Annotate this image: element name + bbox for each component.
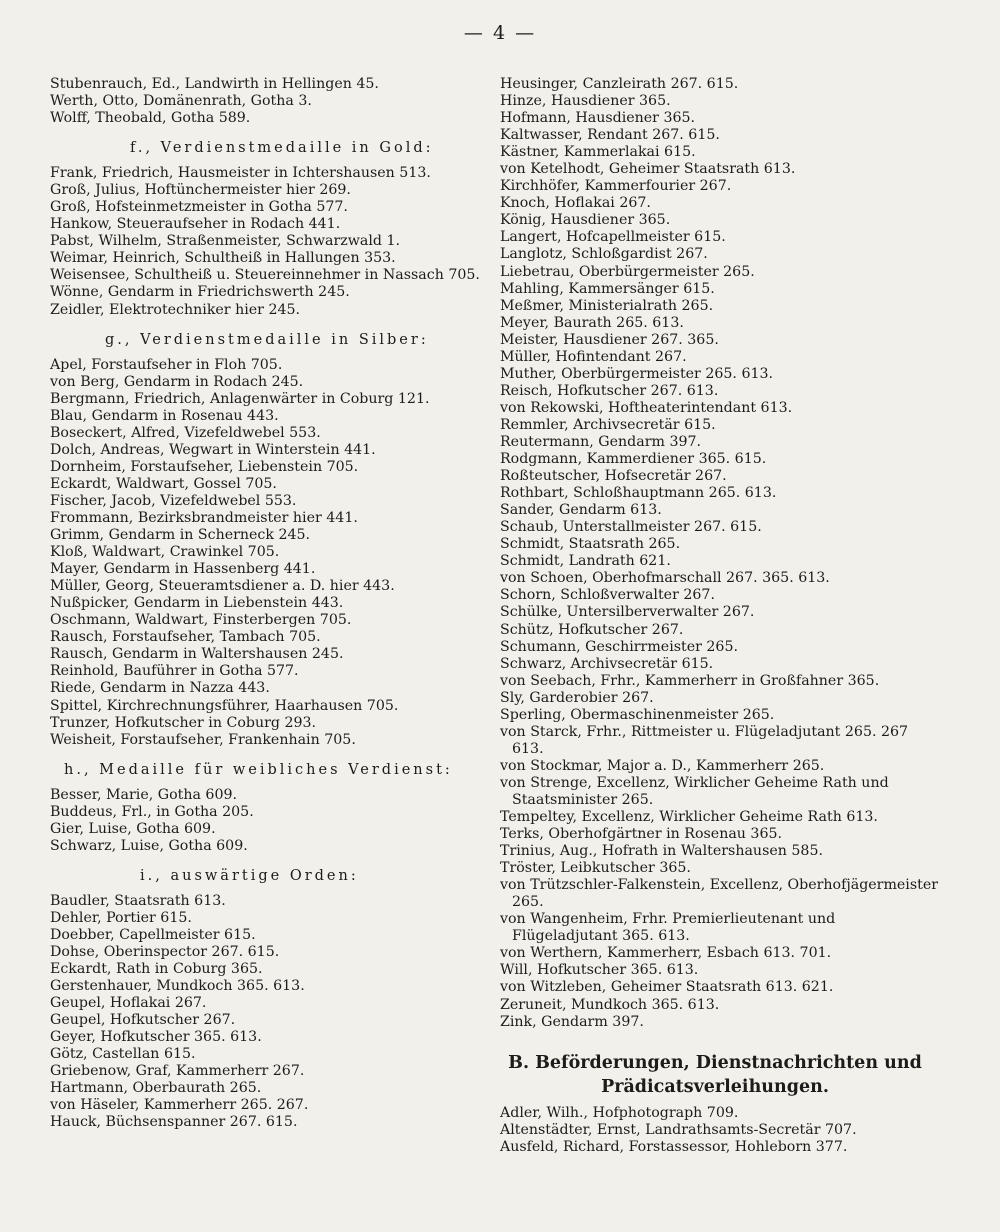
list-item: Meister, Hausdiener 267. 365. xyxy=(500,331,719,348)
list-item: Riede, Gendarm in Nazza 443. xyxy=(50,680,270,697)
list-item: Mahling, Kammersänger 615. xyxy=(500,280,715,297)
list-item: Geyer, Hofkutscher 365. 613. xyxy=(50,1029,262,1046)
list-item: Schumann, Geschirrmeister 265. xyxy=(500,638,738,655)
list-item: Sly, Garderobier 267. xyxy=(500,689,654,706)
list-item: von Schoen, Oberhofmarschall 267. 365. 613. xyxy=(500,570,830,587)
list-item: Kloß, Waldwart, Crawinkel 705. xyxy=(50,544,280,561)
list-item: Zeruneit, Mundkoch 365. 613. xyxy=(500,996,720,1013)
section-f-list xyxy=(50,165,490,318)
list-item: Kästner, Kammerlakai 615. xyxy=(500,144,696,161)
orders-continuation-list xyxy=(500,76,940,1031)
list-item: von Rekowski, Hoftheaterintendant 613. xyxy=(500,399,793,416)
list-item: Muther, Oberbürgermeister 265. 613. xyxy=(500,365,774,382)
list-item: von Starck, Frhr., Rittmeister u. Flügeladjutant 265. 267 613. xyxy=(500,723,909,757)
section-b-list xyxy=(500,1105,940,1156)
section-h-list xyxy=(50,787,490,855)
list-item: von Wangenheim, Frhr. Premierlieutenant und Flügeladjutant 365. 613. xyxy=(500,911,836,945)
list-item: Schwarz, Luise, Gotha 609. xyxy=(50,837,248,854)
section-g-list xyxy=(50,357,490,749)
list-item: Reisch, Hofkutscher 267. 613. xyxy=(500,382,719,399)
list-item: Langert, Hofcapellmeister 615. xyxy=(500,229,726,246)
list-item: von Berg, Gendarm in Rodach 245. xyxy=(50,373,304,390)
list-item: Adler, Wilh., Hofphotograph 709. xyxy=(500,1104,739,1121)
list-item: Apel, Forstaufseher in Floh 705. xyxy=(50,356,283,373)
section-heading-i: i., auswärtige Orden: xyxy=(140,867,359,884)
list-item: Eckardt, Rath in Coburg 365. xyxy=(50,961,263,978)
list-item: Gier, Luise, Gotha 609. xyxy=(50,820,216,837)
list-item: Kirchhöfer, Kammerfourier 267. xyxy=(500,178,732,195)
list-item: Weisheit, Forstaufseher, Frankenhain 705. xyxy=(50,731,356,748)
list-item: Dohse, Oberinspector 267. 615. xyxy=(50,943,280,960)
list-item: Tröster, Leibkutscher 365. xyxy=(500,860,691,877)
list-item: Rausch, Forstaufseher, Tambach 705. xyxy=(50,629,321,646)
section-heading-h: h., Medaille für weibliches Verdienst: xyxy=(64,761,453,778)
list-item: Groß, Hofsteinmetzmeister in Gotha 577. xyxy=(50,199,348,216)
list-item: Terks, Oberhofgärtner in Rosenau 365. xyxy=(500,826,783,843)
list-item: Zeidler, Elektrotechniker hier 245. xyxy=(50,301,301,318)
list-item: Doebber, Capellmeister 615. xyxy=(50,926,256,943)
list-item: Groß, Julius, Hoftünchermeister hier 269. xyxy=(50,182,351,199)
list-item: Schwarz, Archivsecretär 615. xyxy=(500,655,714,672)
list-item: Buddeus, Frl., in Gotha 205. xyxy=(50,803,254,820)
list-item: von Häseler, Kammerherr 265. 267. xyxy=(50,1097,309,1114)
list-item: Nußpicker, Gendarm in Liebenstein 443. xyxy=(50,595,344,612)
list-item: Spittel, Kirchrechnungsführer, Haarhausen 705. xyxy=(50,697,399,714)
list-item: Eckardt, Waldwart, Gossel 705. xyxy=(50,475,277,492)
list-item: von Witzleben, Geheimer Staatsrath 613. 621. xyxy=(500,979,834,996)
list-item: Schülke, Untersilberverwalter 267. xyxy=(500,604,755,621)
list-item: Hinze, Hausdiener 365. xyxy=(500,93,671,110)
list-item: Altenstädter, Ernst, Landrathsamts-Secretär 707. xyxy=(500,1121,857,1138)
section-heading-b-line2: Prädicatsverleihungen. xyxy=(601,1076,829,1097)
list-item: von Strenge, Excellenz, Wirklicher Geheime Rath und Staatsminister 265. xyxy=(500,774,889,808)
list-item: Rausch, Gendarm in Waltershausen 245. xyxy=(50,646,344,663)
list-item: Bergmann, Friedrich, Anlagenwärter in Coburg 121. xyxy=(50,390,430,407)
list-item: Baudler, Staatsrath 613. xyxy=(50,892,226,909)
list-item: Remmler, Archivsecretär 615. xyxy=(500,416,716,433)
list-item: Geupel, Hofkutscher 267. xyxy=(50,1012,236,1029)
list-item: Frommann, Bezirksbrandmeister hier 441. xyxy=(50,509,358,526)
list-item: Besser, Marie, Gotha 609. xyxy=(50,786,238,803)
list-item: Meßmer, Ministerialrath 265. xyxy=(500,297,714,314)
list-item: Wolff, Theobald, Gotha 589. xyxy=(50,110,251,127)
intro-list xyxy=(50,76,490,127)
list-item: Reutermann, Gendarm 397. xyxy=(500,433,702,450)
section-heading-b xyxy=(500,1051,930,1099)
list-item: Stubenrauch, Ed., Landwirth in Hellingen 45. xyxy=(50,76,379,92)
list-item: Gerstenhauer, Mundkoch 365. 613. xyxy=(50,978,305,995)
list-item: Frank, Friedrich, Hausmeister in Ichtershausen 513. xyxy=(50,165,431,182)
list-item: Ausfeld, Richard, Forstassessor, Hohleborn 377. xyxy=(500,1138,848,1155)
list-item: Rothbart, Schloßhauptmann 265. 613. xyxy=(500,485,777,502)
list-item: Schaub, Unterstallmeister 267. 615. xyxy=(500,519,762,536)
section-i-list xyxy=(50,893,490,1132)
list-item: Rodgmann, Kammerdiener 365. 615. xyxy=(500,451,767,468)
list-item: Dehler, Portier 615. xyxy=(50,909,192,926)
list-item: Boseckert, Alfred, Vizefeldwebel 553. xyxy=(50,424,321,441)
list-item: Kaltwasser, Rendant 267. 615. xyxy=(500,127,720,144)
list-item: Schmidt, Landrath 621. xyxy=(500,553,671,570)
list-item: Geupel, Hoflakai 267. xyxy=(50,995,207,1012)
list-item: Hankow, Steueraufseher in Rodach 441. xyxy=(50,216,341,233)
list-item: Langlotz, Schloßgardist 267. xyxy=(500,246,708,263)
list-item: Blau, Gendarm in Rosenau 443. xyxy=(50,407,279,424)
list-item: Mayer, Gendarm in Hassenberg 441. xyxy=(50,561,316,578)
list-item: Will, Hofkutscher 365. 613. xyxy=(500,962,699,979)
list-item: Sperling, Obermaschinenmeister 265. xyxy=(500,706,775,723)
list-item: Schorn, Schloßverwalter 267. xyxy=(500,587,715,604)
list-item: von Trützschler-Falkenstein, Excellenz, Oberhofjägermeister 265. xyxy=(500,877,939,911)
list-item: Pabst, Wilhelm, Straßenmeister, Schwarzwald 1. xyxy=(50,233,401,250)
list-item: von Werthern, Kammerherr, Esbach 613. 701. xyxy=(500,945,832,962)
list-item: Wönne, Gendarm in Friedrichswerth 245. xyxy=(50,284,350,301)
list-item: König, Hausdiener 365. xyxy=(500,212,671,229)
list-item: Hofmann, Hausdiener 365. xyxy=(500,110,696,127)
list-item: Sander, Gendarm 613. xyxy=(500,502,662,519)
list-item: von Stockmar, Major a. D., Kammerherr 265. xyxy=(500,757,825,774)
list-item: Reinhold, Bauführer in Gotha 577. xyxy=(50,663,299,680)
list-item: Grimm, Gendarm in Scherneck 245. xyxy=(50,527,311,544)
list-item: Oschmann, Waldwart, Finsterbergen 705. xyxy=(50,612,352,629)
list-item: Meyer, Baurath 265. 613. xyxy=(500,314,684,331)
list-item: Griebenow, Graf, Kammerherr 267. xyxy=(50,1063,305,1080)
list-item: Werth, Otto, Domänenrath, Gotha 3. xyxy=(50,93,312,110)
list-item: Weimar, Heinrich, Schultheiß in Hallungen 353. xyxy=(50,250,396,267)
list-item: Knoch, Hoflakai 267. xyxy=(500,195,651,212)
list-item: Dornheim, Forstaufseher, Liebenstein 705. xyxy=(50,458,359,475)
list-item: Hauck, Büchsenspanner 267. 615. xyxy=(50,1114,298,1131)
list-item: Zink, Gendarm 397. xyxy=(500,1013,644,1030)
list-item: Götz, Castellan 615. xyxy=(50,1046,196,1063)
list-item: Heusinger, Canzleirath 267. 615. xyxy=(500,76,739,92)
section-heading-f: f., Verdienstmedaille in Gold: xyxy=(130,140,434,157)
list-item: Hartmann, Oberbaurath 265. xyxy=(50,1080,262,1097)
list-item: Müller, Georg, Steueramtsdiener a. D. hier 443. xyxy=(50,578,395,595)
section-heading-g: g., Verdienstmedaille in Silber: xyxy=(105,331,429,348)
section-heading-b-line1: B. Beförderungen, Dienstnachrichten und xyxy=(508,1052,922,1073)
list-item: Schmidt, Staatsrath 265. xyxy=(500,536,681,553)
left-column xyxy=(50,76,490,1131)
list-item: Dolch, Andreas, Wegwart in Winterstein 441. xyxy=(50,441,376,458)
list-item: Tempeltey, Excellenz, Wirklicher Geheime Rath 613. xyxy=(500,809,878,826)
list-item: von Seebach, Frhr., Kammerherr in Großfahner 365. xyxy=(500,672,880,689)
list-item: Müller, Hofintendant 267. xyxy=(500,348,687,365)
list-item: Liebetrau, Oberbürgermeister 265. xyxy=(500,263,755,280)
list-item: Trunzer, Hofkutscher in Coburg 293. xyxy=(50,714,317,731)
list-item: Schütz, Hofkutscher 267. xyxy=(500,621,684,638)
list-item: von Ketelhodt, Geheimer Staatsrath 613. xyxy=(500,161,796,178)
list-item: Roßteutscher, Hofsecretär 267. xyxy=(500,468,727,485)
list-item: Weisensee, Schultheiß u. Steuereinnehmer in Nassach 705. xyxy=(50,267,480,284)
list-item: Trinius, Aug., Hofrath in Waltershausen 585. xyxy=(500,843,823,860)
right-column xyxy=(500,76,940,1156)
list-item: Fischer, Jacob, Vizefeldwebel 553. xyxy=(50,492,297,509)
page-number: — 4 — xyxy=(463,22,537,44)
